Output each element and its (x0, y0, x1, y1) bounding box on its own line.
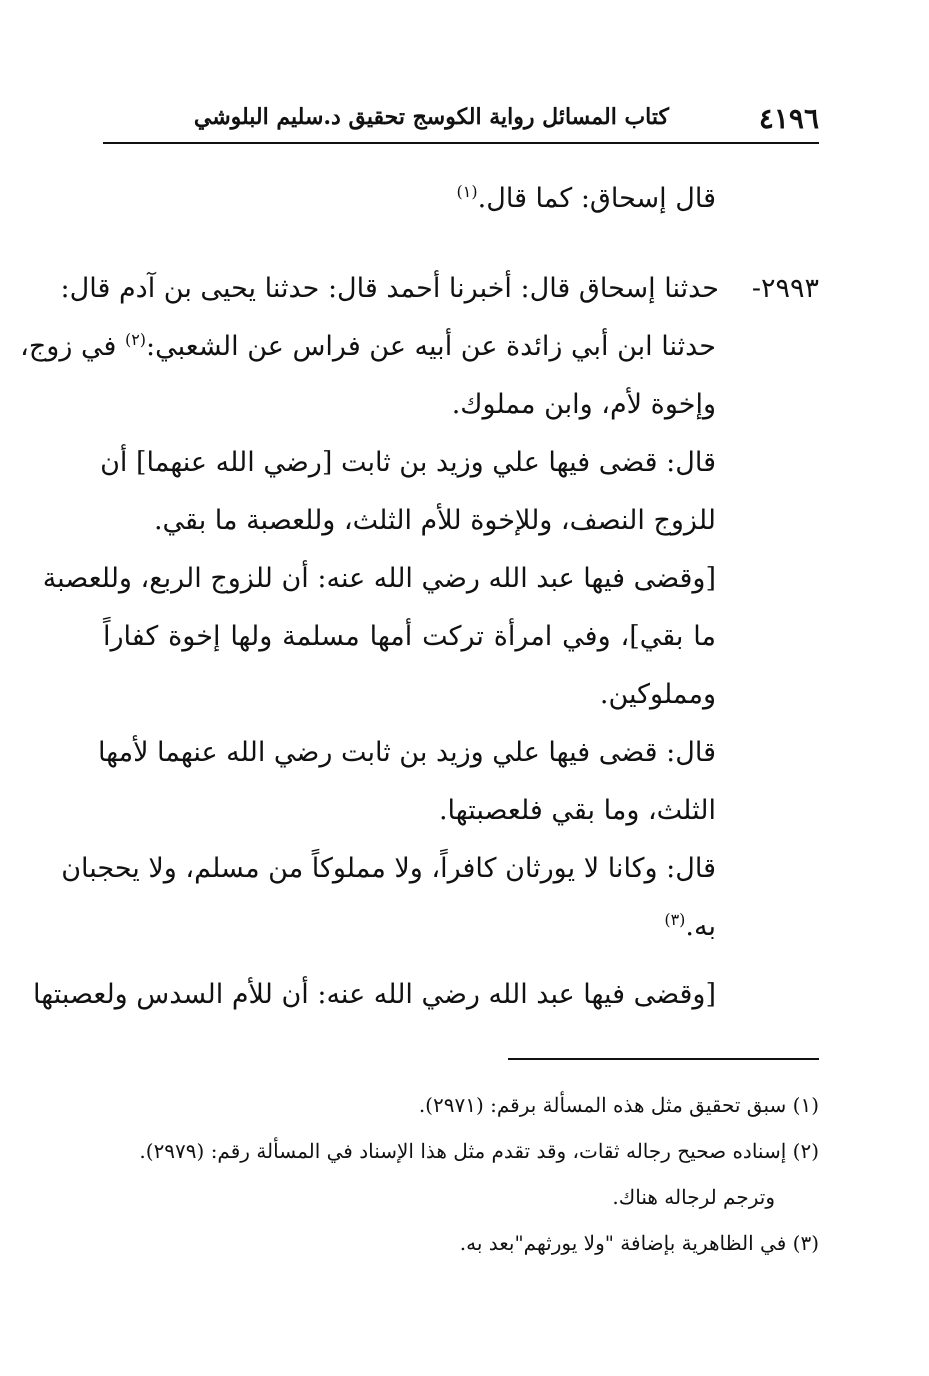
main-text (20, 170, 819, 1024)
text-line (103, 170, 819, 228)
text-line: قال: وكانا لا يورثان كافراً، ولا مملوكاً من مسلم، ولا يحجبان (61, 853, 716, 884)
footnote-ref: (١) (456, 182, 478, 201)
text-segment: وترجم لرجاله هناك. (612, 1185, 775, 1209)
footnote-3: (٣) في الظاهرية بإضافة "ولا يورثهم"بعد به. (459, 1231, 819, 1255)
running-title: كتاب المسائل رواية الكوسج تحقيق د.سليم البلوشي (193, 104, 669, 130)
text-line: [وقضى فيها عبد الله رضي الله عنه: أن للزوج الربع، وللعصبة (42, 563, 716, 594)
text-segment: حدثنا ابن أبي زائدة عن أبيه عن فراس عن الشعبي: (146, 331, 716, 362)
entry-first-line (60, 260, 819, 318)
text-line (20, 318, 819, 376)
text-line (103, 898, 819, 956)
footnote-rule (508, 1058, 819, 1060)
paragraph-gap (103, 228, 819, 260)
text-line: للزوج النصف، وللإخوة للأم الثلث، وللعصبة ما بقي. (153, 505, 716, 536)
text-line: قال: قضى فيها علي وزيد بن ثابت رضي الله عنهما لأمها (97, 737, 716, 768)
header-rule (103, 142, 819, 144)
text-line: ما بقي]، وفي امرأة تركت أمها مسلمة ولها إخوة كفاراً (103, 621, 716, 652)
page-number: ٤١٩٦ (758, 102, 819, 135)
footnote-1: (١) سبق تحقيق مثل هذه المسألة برقم: (٢٩٧١). (418, 1093, 819, 1117)
paragraph-gap (103, 956, 819, 966)
footnote-ref: (٢) (124, 330, 147, 349)
text-line: الثلث، وما بقي فلعصبتها. (438, 795, 716, 826)
footnotes (103, 1082, 819, 1266)
text-line: ومملوكين. (599, 679, 716, 710)
text-line: وإخوة لأم، وابن مملوك. (451, 389, 716, 420)
text-line: [وقضى فيها عبد الله رضي الله عنه: أن للأم السدس ولعصبتها (33, 979, 716, 1010)
text-segment: في زوج، (20, 331, 125, 362)
entry-number: ٢٩٩٣- (751, 273, 819, 304)
footnote-2-continuation (103, 1174, 819, 1220)
page-header (103, 96, 819, 140)
text-segment: قال إسحاق: كما قال. (477, 183, 716, 214)
text-line: قال: قضى فيها علي وزيد بن ثابت [رضي الله عنهما] أن (100, 447, 716, 478)
text-segment: به. (685, 911, 716, 942)
footnote-2: (٢) إسناده صحيح رجاله ثقات، وقد تقدم مثل هذا الإسناد في المسألة رقم: (٢٩٧٩). (139, 1139, 819, 1163)
footnote-ref: (٣) (664, 910, 686, 929)
text-segment: حدثنا إسحاق قال: أخبرنا أحمد قال: حدثنا يحيى بن آدم قال: (60, 273, 719, 304)
